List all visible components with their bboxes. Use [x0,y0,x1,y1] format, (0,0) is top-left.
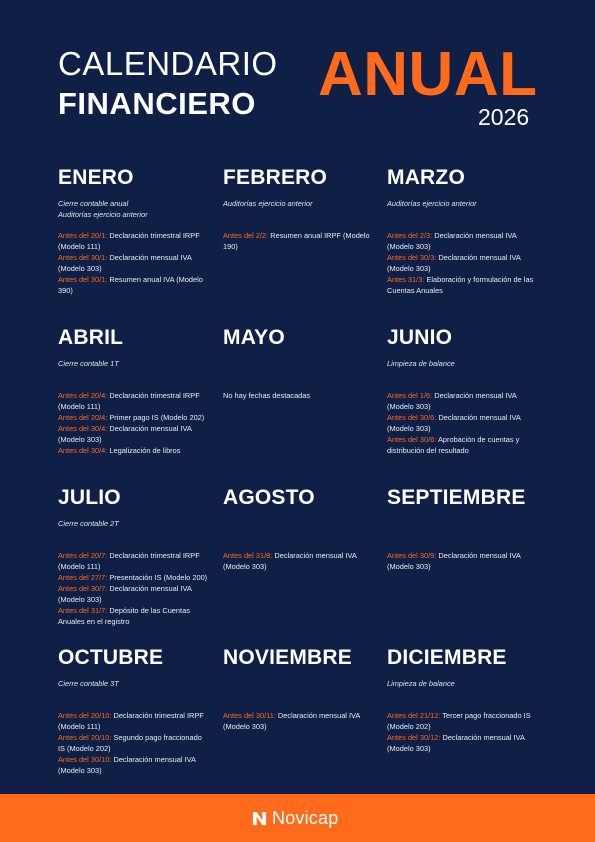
deadline-list [387,550,537,572]
deadline-item [58,583,208,605]
month-note: Limpieza de balance [387,359,455,368]
deadline-item [223,230,373,252]
deadline-list [387,230,537,296]
deadline-text: Declaración mensual IVA (Modelo 303) [223,551,357,571]
month-name: JULIO [58,486,121,509]
deadline-item [387,390,537,412]
month-name: DICIEMBRE [387,646,507,669]
month-agosto [223,486,373,572]
deadline-text: Aprobación de cuentas y distribución del resultado [387,435,520,455]
deadline-text: Declaración mensual IVA (Modelo 303) [58,584,192,604]
deadline-item [58,230,208,252]
deadline-item [58,390,208,412]
month-marzo [387,166,537,296]
deadline-item [223,390,373,401]
deadline-date: Antes del 2/2: [223,231,269,240]
deadline-text: Depósito de las Cuentas Anuales en el registro [58,606,190,626]
deadline-text: Declaración trimestral IRPF (Modelo 111) [58,711,204,731]
deadline-item [58,423,208,445]
month-notes [58,198,208,230]
deadline-date: Antes del 20/7: [58,551,108,560]
title-line-1: CALENDARIO [58,45,278,82]
deadline-item [58,445,208,456]
deadline-item [387,710,537,732]
month-diciembre [387,646,537,754]
deadline-item [387,412,537,434]
deadline-date: Antes del 30/1: [58,275,108,284]
deadline-text: Resumen anual IRPF (Modelo 190) [223,231,370,251]
month-notes [387,678,537,710]
deadline-list [387,390,537,456]
deadline-item [58,274,208,296]
deadline-text: Primer pago IS (Modelo 202) [107,413,205,422]
month-notes [223,678,373,710]
month-notes [387,198,537,230]
deadline-text: Legalización de libros [107,446,181,455]
deadline-date: Antes del 30/1: [58,253,108,262]
brand-name: Novicap [272,807,339,828]
deadline-list [58,710,208,776]
month-note: Cierre contable 1T [58,359,119,368]
month-name: OCTUBRE [58,646,164,669]
deadline-list [223,710,373,732]
month-notes [387,518,537,550]
deadline-list [387,710,537,754]
deadline-text: Declaración mensual IVA (Modelo 303) [387,551,521,571]
deadline-text: Declaración trimestral IRPF (Modelo 111) [58,391,200,411]
deadline-date: Antes del 21/12: [387,711,441,720]
month-note: Auditorías ejercicio anterior [58,210,148,219]
deadline-date: Antes del 30/3: [387,253,437,262]
deadline-list [58,390,208,456]
deadline-text: Declaración mensual IVA (Modelo 303) [223,711,360,731]
month-name: MAYO [223,326,285,349]
month-notes [223,358,373,390]
deadline-list [58,230,208,296]
deadline-date: Antes del 20/10: [58,711,112,720]
deadline-item [387,274,537,296]
deadline-item [223,710,373,732]
deadline-item [387,252,537,274]
month-notes [58,518,208,550]
month-notes [58,678,208,710]
deadline-list [223,390,373,401]
month-name: SEPTIEMBRE [387,486,526,509]
month-febrero [223,166,373,252]
month-note: Cierre contable 3T [58,679,119,688]
month-septiembre [387,486,537,572]
deadline-date: Antes del 31/8: [223,551,273,560]
month-julio [58,486,208,627]
deadline-item [58,550,208,572]
deadline-text: Presentación IS (Modelo 200) [107,573,208,582]
deadline-item [58,572,208,583]
deadline-item [58,412,208,423]
month-mayo [223,326,373,401]
month-notes [58,358,208,390]
deadline-date: Antes del 1/6: [387,391,433,400]
deadline-item [387,550,537,572]
deadline-date: Antes del 20/1: [58,231,108,240]
deadline-item [387,434,537,456]
month-name: JUNIO [387,326,453,349]
deadline-list [58,550,208,627]
month-notes [223,518,373,550]
deadline-date: Antes del 30/7: [58,584,108,593]
month-junio [387,326,537,456]
deadline-item [58,252,208,274]
deadline-text: Resumen anual IVA (Modelo 390) [58,275,203,295]
deadline-text: Elaboración y formulación de las Cuentas Anuales [387,275,534,295]
deadline-text: No hay fechas destacadas [223,391,311,400]
deadline-item [58,710,208,732]
deadline-text: Declaración trimestral IRPF (Modelo 111) [58,551,200,571]
month-enero [58,166,208,296]
deadline-text: Declaración mensual IVA (Modelo 303) [58,253,192,273]
deadline-item [58,732,208,754]
title-year: 2026 [478,104,530,130]
deadline-text: Declaración mensual IVA (Modelo 303) [387,231,517,251]
deadline-date: Antes del 27/7: [58,573,108,582]
footer [0,794,595,842]
month-note: Auditorías ejercicio anterior [223,199,313,208]
deadline-date: Antes del 30/4: [58,424,108,433]
deadline-date: Antes del 30/6: [387,413,437,422]
deadline-date: Antes del 20/10: [58,733,112,742]
deadline-date: Antes del 30/9: [387,551,437,560]
month-note: Auditorías ejercicio anterior [387,199,477,208]
month-notes [223,198,373,230]
month-name: ENERO [58,166,134,189]
deadline-item [387,230,537,252]
brand-logo [252,808,338,828]
deadline-text: Declaración mensual IVA (Modelo 303) [387,413,521,433]
month-octubre [58,646,208,776]
deadline-date: Antes del 31/7: [58,606,108,615]
deadline-date: Antes del 30/11: [223,711,276,720]
deadline-text: Declaración mensual IVA (Modelo 303) [58,755,196,775]
deadline-text: Declaración mensual IVA (Modelo 303) [387,733,525,753]
month-name: NOVIEMBRE [223,646,352,669]
month-note: Cierre contable 2T [58,519,119,528]
deadline-date: Antes del 20/4: [58,413,108,422]
deadline-text: Declaración mensual IVA (Modelo 303) [387,391,517,411]
deadline-date: Antes del 30/12: [387,733,441,742]
deadline-list [223,550,373,572]
month-notes [387,358,537,390]
deadline-item [387,732,537,754]
deadline-text: Declaración mensual IVA (Modelo 303) [58,424,192,444]
deadline-list [223,230,373,252]
deadline-text: Segundo pago fraccionado IS (Modelo 202) [58,733,202,753]
month-name: AGOSTO [223,486,315,509]
month-name: FEBRERO [223,166,328,189]
month-note: Cierre contable anual [58,199,129,208]
title-line-2: FINANCIERO [58,86,256,121]
deadline-text: Tercer pago fraccionado IS (Modelo 202) [387,711,531,731]
deadline-item [58,605,208,627]
month-abril [58,326,208,456]
deadline-date: Antes del 2/3: [387,231,433,240]
deadline-date: Antes del 20/4: [58,391,108,400]
deadline-item [58,754,208,776]
deadline-item [223,550,373,572]
deadline-date: Antes del 30/6: [387,435,437,444]
deadline-text: Declaración mensual IVA (Modelo 303) [387,253,521,273]
deadline-date: Antes del 30/4: [58,446,108,455]
deadline-text: Declaración trimestral IRPF (Modelo 111) [58,231,200,251]
month-name: MARZO [387,166,465,189]
deadline-date: Antes del 30/10: [58,755,112,764]
month-noviembre [223,646,373,732]
deadline-date: Antes 31/3: [387,275,425,284]
month-note: Limpieza de balance [387,679,455,688]
month-name: ABRIL [58,326,124,349]
title-accent: ANUAL [318,40,538,109]
novicap-logo-icon [252,811,267,826]
